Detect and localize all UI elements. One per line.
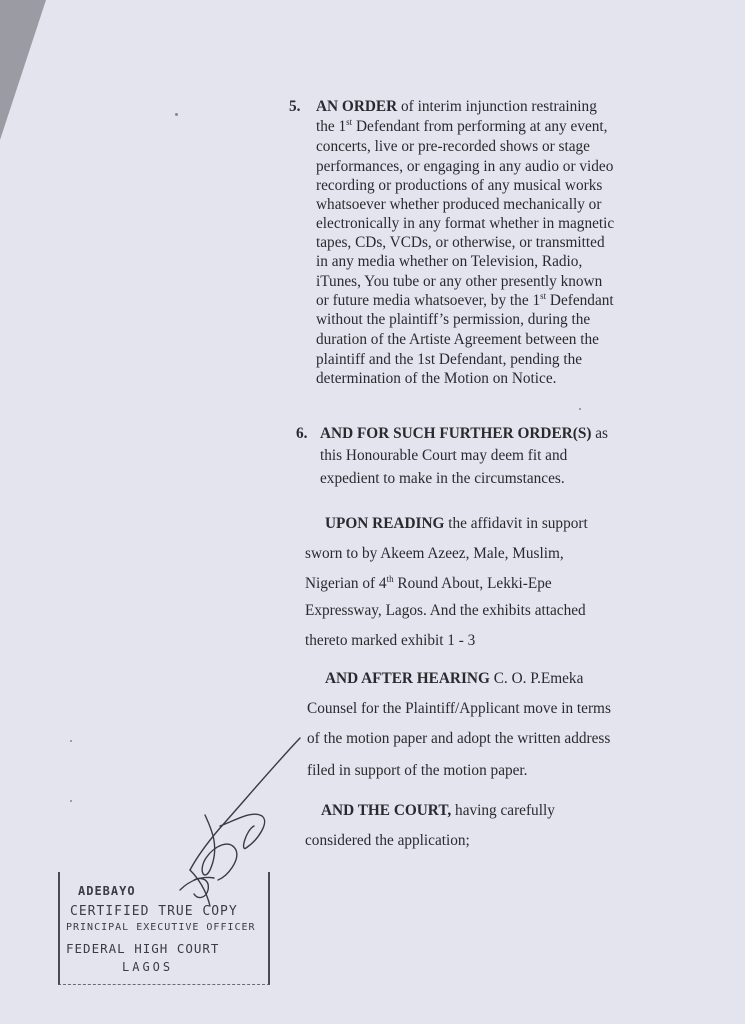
item-5-line: without the plaintiff’s permission, during the [316,311,591,328]
paragraph-lead: UPON READING [325,515,445,532]
speck [70,800,72,802]
page-fold-shadow [0,0,46,140]
paragraph-line: of the motion paper and adopt the written address [307,730,611,747]
paragraph-line: Counsel for the Plaintiff/Applicant move in terms [307,700,611,717]
item-6-line: this Honourable Court may deem fit and [320,447,568,464]
text: the 1 [316,118,347,135]
speck [579,408,581,410]
paragraph-line [305,575,552,593]
paragraph-line: sworn to by Akeem Azeez, Male, Muslim, [305,545,564,562]
paragraph-line [321,802,555,820]
paragraph-line: considered the application; [305,832,470,849]
item-lead: AND FOR SUCH FURTHER ORDER(S) [320,425,592,442]
certified-true-copy-stamp [58,872,270,985]
item-5-line [316,292,614,310]
text: Defendant [546,292,614,309]
item-6-line [320,425,608,443]
item-5-line: recording or productions of any musical works [316,177,603,194]
paragraph-line: thereto marked exhibit 1 - 3 [305,632,476,649]
item-5-line: plaintiff and the 1st Defendant, pending the [316,351,583,368]
paragraph-lead: AND AFTER HEARING [325,670,490,687]
item-5-line [316,118,607,136]
text: or future media whatsoever, by the 1 [316,292,541,309]
item-5-line [316,98,597,116]
paragraph-line [325,670,583,688]
item-5-line: tapes, CDs, VCDs, or otherwise, or transmitted [316,234,605,251]
stamp-line: CERTIFIED TRUE COPY [70,904,238,919]
text: as [591,425,608,442]
item-5-line: duration of the Artiste Agreement between the [316,331,599,348]
item-5-line: whatsoever whether produced mechanically or [316,196,602,213]
paragraph-line: filed in support of the motion paper. [307,762,528,779]
stamp-line: PRINCIPAL EXECUTIVE OFFICER [66,922,256,933]
item-6-line: expedient to make in the circumstances. [320,470,565,487]
item-5-line: performances, or engaging in any audio or video [316,158,614,175]
item-number: 5. [289,98,301,115]
text: Nigerian of 4 [305,575,387,592]
text: Round About, Lekki-Epe [393,575,552,592]
superscript: st [540,291,547,301]
item-lead: AN ORDER [316,98,398,115]
item-5-text: of interim injunction restraining [397,98,597,115]
text: Defendant from performing at any event, [352,118,608,135]
text: having carefully [451,802,555,819]
item-5-line: in any media whether on Television, Radio, [316,253,583,270]
text: C. O. P.Emeka [489,670,584,687]
stamp-line: FEDERAL HIGH COURT [66,941,220,956]
item-5-line: iTunes, You tube or any other presently known [316,273,603,290]
superscript: th [386,574,394,584]
item-5-line: electronically in any format whether in magnetic [316,215,615,232]
stamp-name: ADEBAYO [78,884,136,898]
paragraph-line: Expressway, Lagos. And the exhibits attached [305,602,586,619]
text: the affidavit in support [444,515,588,532]
item-5-line: concerts, live or pre-recorded shows or stage [316,138,590,155]
stamp-line: LAGOS [122,960,174,974]
speck [175,113,178,116]
paragraph-lead: AND THE COURT, [321,802,452,819]
item-number: 6. [296,425,308,442]
superscript: st [346,117,353,127]
speck [70,740,72,742]
item-5-line: determination of the Motion on Notice. [316,370,557,387]
paragraph-line [325,515,588,533]
